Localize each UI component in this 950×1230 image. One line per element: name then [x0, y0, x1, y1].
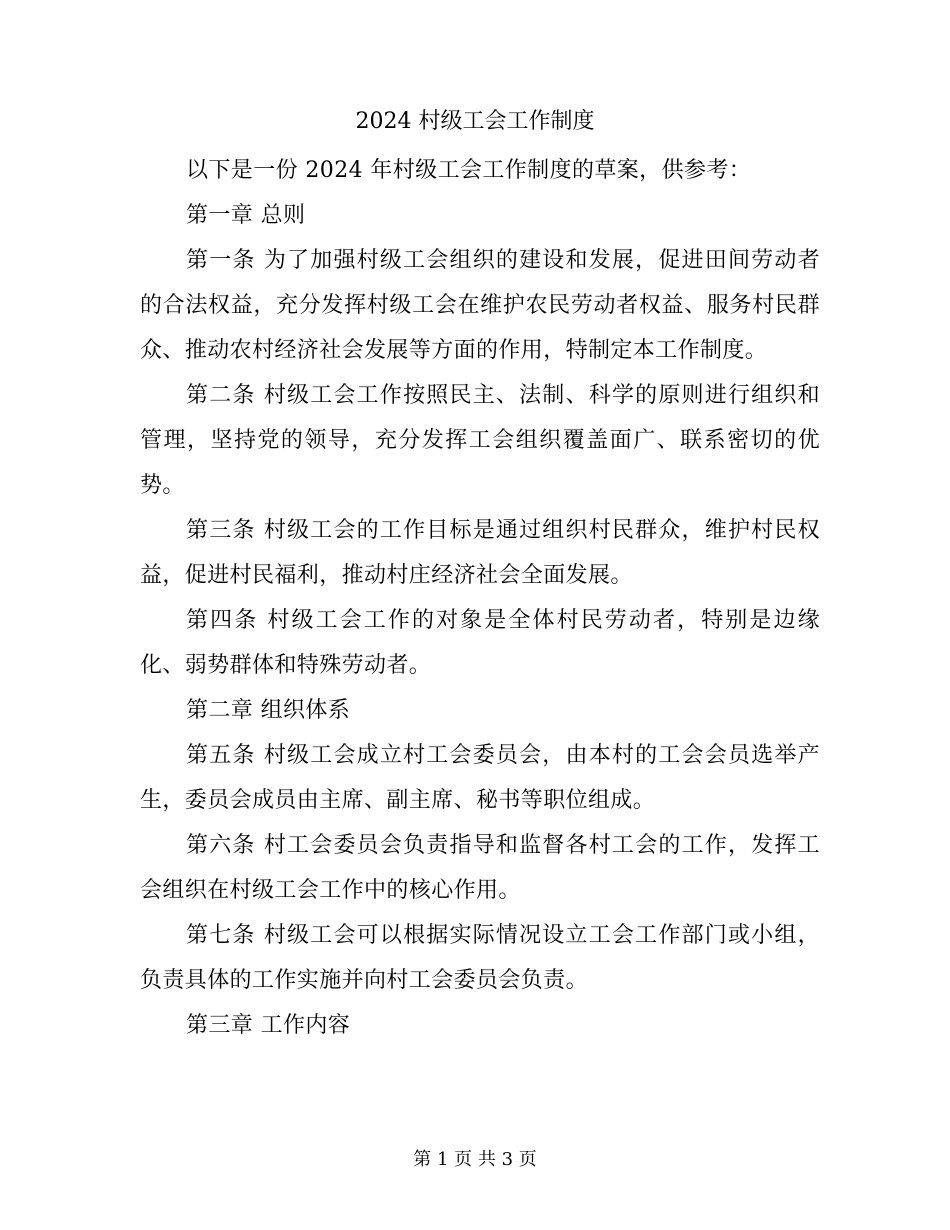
article-paragraph: 第七条 村级工会可以根据实际情况设立工会工作部门或小组，负责具体的工作实施并向村工会委员会负责。 [140, 923, 820, 993]
article-paragraph: 第三条 村级工会的工作目标是通过组织村民群众，维护村民权益，促进村民福利，推动村庄经济社会全面发展。 [140, 518, 820, 588]
article-paragraph: 第四条 村级工会工作的对象是全体村民劳动者，特别是边缘化、弱势群体和特殊劳动者。 [140, 608, 820, 678]
chapter-heading: 第三章 工作内容 [186, 1013, 351, 1038]
document-body [140, 148, 820, 1048]
article-paragraph: 第五条 村级工会成立村工会委员会，由本村的工会会员选举产生，委员会成员由主席、副主席、秘书等职位组成。 [140, 743, 820, 813]
chapter-heading: 第一章 总则 [186, 203, 306, 228]
document-title: 2024 村级工会工作制度 [355, 109, 595, 134]
page-footer: 第 1 页 共 3 页 [413, 1149, 537, 1170]
article-paragraph: 第二条 村级工会工作按照民主、法制、科学的原则进行组织和管理，坚持党的领导，充分发挥工会组织覆盖面广、联系密切的优势。 [140, 383, 820, 498]
chapter-heading: 第二章 组织体系 [186, 698, 351, 723]
intro-paragraph: 以下是一份 2024 年村级工会工作制度的草案，供参考： [186, 158, 752, 183]
article-paragraph: 第六条 村工会委员会负责指导和监督各村工会的工作，发挥工会组织在村级工会工作中的核心作用。 [140, 833, 820, 903]
article-paragraph: 第一条 为了加强村级工会组织的建设和发展，促进田间劳动者的合法权益，充分发挥村级工会在维护农民劳动者权益、服务村民群众、推动农村经济社会发展等方面的作用，特制定本工作制度。 [140, 248, 820, 363]
